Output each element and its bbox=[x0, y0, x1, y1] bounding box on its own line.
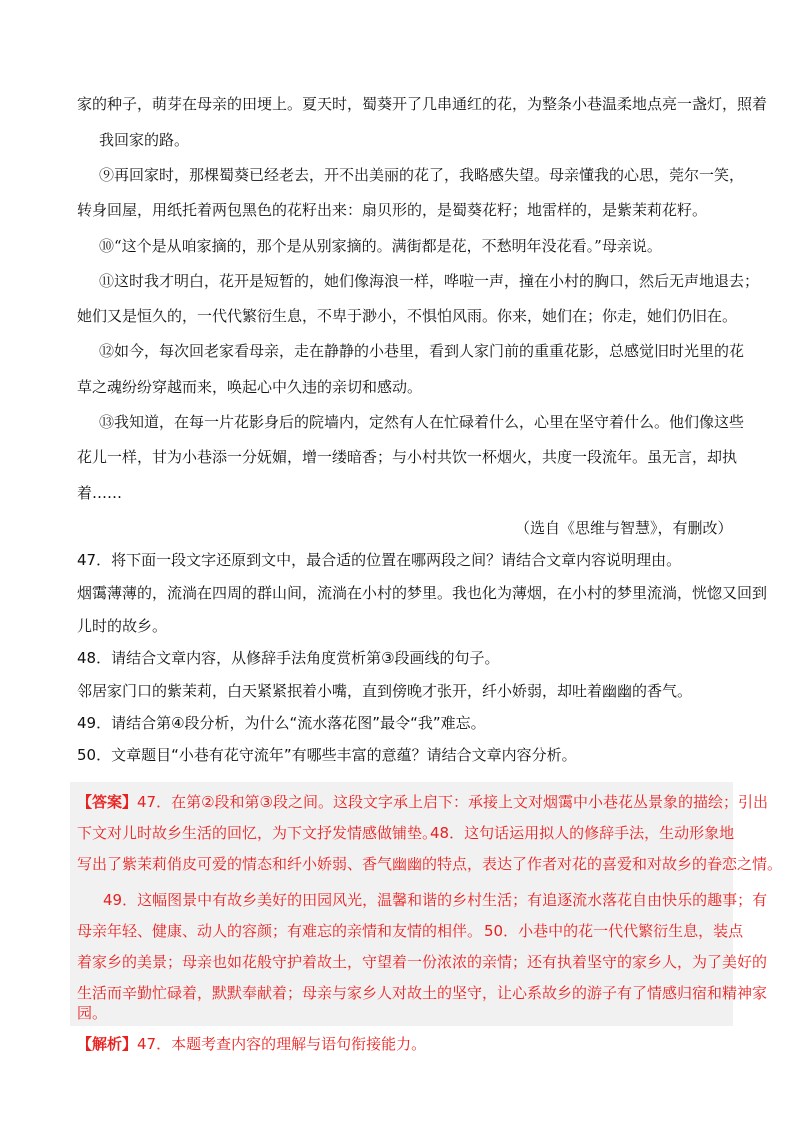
analysis-line bbox=[77, 1003, 107, 1023]
passage-paragraph-13: ⑬我知道，在每一片花影身后的院墙内，定然有人在忙碌着什么，心里在坚守着什么。他们像这些 bbox=[99, 413, 745, 431]
analysis-block bbox=[77, 1034, 426, 1054]
passage-paragraph-9: ⑨再回家时，那棵蜀葵已经老去，开不出美丽的花了，我略感失望。母亲懂我的心思，莞尔一笑， bbox=[99, 166, 745, 184]
question-47-quote: 儿时的故乡。 bbox=[77, 617, 168, 635]
passage-line: 转身回屋，用纸托着两包黑色的花籽出来：扇贝形的，是蜀葵花籽；地雷样的，是紫茉莉花籽。 bbox=[77, 201, 708, 219]
passage-line: 草之魂纷纷穿越而来，唤起心中久违的亲切和感动。 bbox=[77, 378, 423, 396]
question-48: 48．请结合文章内容，从修辞手法角度赏析第③段画线的句子。 bbox=[77, 649, 500, 667]
answer-47-text-cont: 下文对儿时故乡生活的回忆，为下文抒发情感做铺垫。 bbox=[77, 824, 438, 842]
passage-line: 我回家的路。 bbox=[99, 131, 190, 149]
passage-paragraph-11: ⑪这时我才明白，花开是短暂的，她们像海浪一样，哗啦一声，撞在小村的胸口，然后无声地退去； bbox=[99, 272, 760, 290]
passage-line: 家的种子，萌芽在母亲的田埂上。夏天时，蜀葵开了几串通红的花，为整条小巷温柔地点亮一盏灯，照着 bbox=[77, 95, 768, 113]
answer-line-1 bbox=[77, 792, 768, 812]
answer-line-2 bbox=[77, 823, 437, 843]
question-47-quote: 烟霭薄薄的，流淌在四周的群山间，流淌在小村的梦里。我也化为薄烟，在小村的梦里流淌，恍惚又回到 bbox=[77, 584, 768, 602]
answer-50-start: 50．小巷中的花一代代繁衍生息，装点 bbox=[484, 922, 744, 940]
answer-line-3: 写出了紫茉莉俏皮可爱的情态和纤小娇弱、香气幽幽的特点，表达了作者对花的喜爱和对故乡的眷恋之情。 bbox=[77, 855, 783, 873]
question-50: 50．文章题目“小巷有花守流年”有哪些丰富的意蕴？请结合文章内容分析。 bbox=[77, 746, 577, 764]
answer-48-start: 48．这句话运用拟人的修辞手法，生动形象地 bbox=[430, 824, 735, 842]
analysis-tag: 【解析】 bbox=[77, 1035, 138, 1053]
passage-line: 她们又是恒久的，一代代繁衍生息，不卑于渺小，不惧怕风雨。你来，她们在；你走，她们仍旧在。 bbox=[77, 307, 738, 325]
passage-paragraph-10: ⑩“这个是从咱家摘的，那个是从别家摘的。满街都是花，不愁明年没花看。”母亲说。 bbox=[99, 237, 662, 255]
passage-paragraph-12: ⑫如今，每次回老家看母亲，走在静静的小巷里，看到人家门前的重重花影，总感觉旧时光里的花 bbox=[99, 342, 745, 360]
answer-line-5: 母亲年轻、健康、动人的容颜；有难忘的亲情和友情的相伴。 bbox=[77, 922, 483, 940]
analysis-47-text: 47．本题考查内容的理解与语句衔接能力。 bbox=[137, 1035, 427, 1053]
source-citation: （选自《思维与智慧》，有删改） bbox=[515, 519, 733, 537]
passage-line: 着…… bbox=[77, 484, 123, 502]
passage-line: 花儿一样，甘为小巷添一分妩媚，增一缕暗香；与小村共饮一杯烟火，共度一段流年。虽无言，却执 bbox=[77, 448, 738, 466]
answer-line-8-text: 园。 bbox=[77, 1004, 108, 1022]
answer-47-text: 47．在第②段和第③段之间。这段文字承上启下：承接上文对烟霭中小巷花丛景象的描绘；引出 bbox=[137, 793, 769, 811]
question-48-quote: 邻居家门口的紫茉莉，白天紧紧抿着小嘴，直到傍晚才张开，纤小娇弱，却吐着幽幽的香气。 bbox=[77, 682, 693, 700]
answer-tag: 【答案】 bbox=[77, 793, 138, 811]
answer-line-4: 49．这幅图景中有故乡美好的田园风光，温馨和谐的乡村生活；有追逐流水落花自由快乐的趣事；有 bbox=[103, 891, 768, 909]
answer-line-7: 生活而辛勤忙碌着，默默奉献着；母亲与家乡人对故土的坚守，让心系故乡的游子有了情感归宿和精神家 bbox=[77, 984, 768, 1002]
answer-line-6: 着家乡的美景；母亲也如花般守护着故土，守望着一份浓浓的亲情；还有执着坚守的家乡人，为了美好的 bbox=[77, 953, 768, 971]
question-49: 49．请结合第④段分析，为什么“流水落花图”最令“我”难忘。 bbox=[77, 714, 486, 732]
question-47: 47．将下面一段文字还原到文中，最合适的位置在哪两段之间？请结合文章内容说明理由。 bbox=[77, 551, 682, 569]
